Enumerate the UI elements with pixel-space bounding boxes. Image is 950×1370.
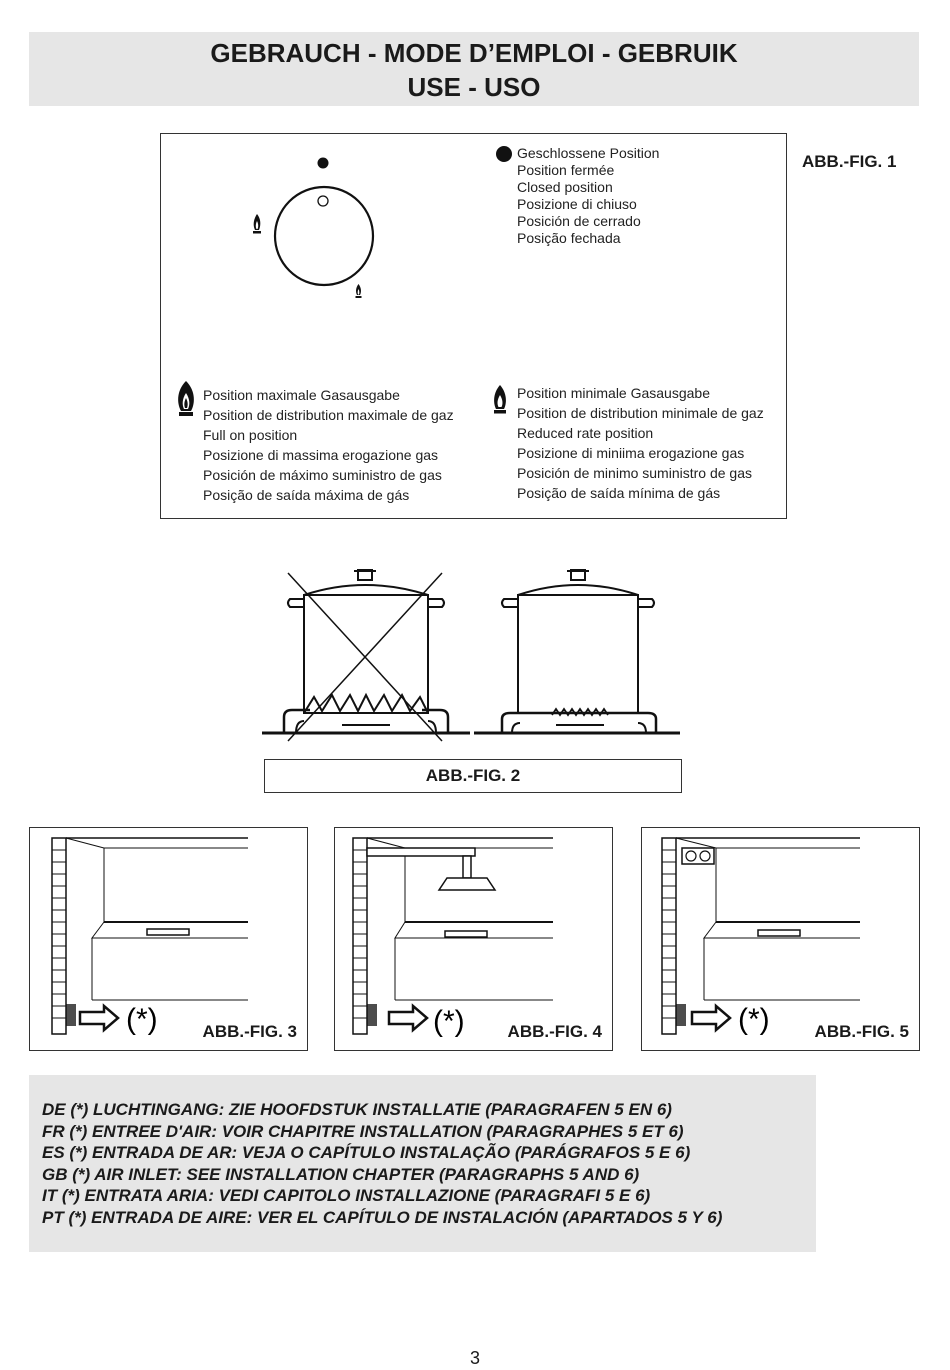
fig4-frame: [334, 827, 613, 1051]
closed-position-line: Posição fechada: [517, 230, 621, 246]
note-line: GB (*) AIR INLET: SEE INSTALLATION CHAPTER (PARAGRAPHS 5 AND 6): [42, 1164, 640, 1184]
min-flame-small-icon: [356, 284, 362, 298]
closed-position-line: Position fermée: [517, 162, 615, 178]
knob-indicator: [318, 196, 328, 206]
installation-room-hood-illustration: [335, 828, 614, 1052]
max-position-line: Posición de máximo suministro de gas: [203, 467, 442, 483]
fig3-label: ABB.-FIG. 3: [202, 1022, 297, 1041]
knob-diagram: [240, 150, 400, 310]
max-flame-small-icon: [253, 214, 261, 234]
pot-illustration-correct: [472, 565, 682, 745]
note-line: PT (*) ENTRADA DE AIRE: VER EL CAPÍTULO DE INSTALACIÓN (APARTADOS 5 Y 6): [42, 1207, 723, 1227]
air-inlet-notes: [29, 1075, 816, 1252]
installation-room-illustration: [30, 828, 309, 1052]
pot-illustration-incorrect: [262, 565, 472, 745]
fig5-label: ABB.-FIG. 5: [814, 1022, 909, 1041]
min-flame-icon: [491, 384, 509, 416]
closed-position-line: Posición de cerrado: [517, 213, 641, 229]
closed-position-dot-icon: [318, 158, 329, 169]
header-title-line2: USE - USO: [407, 72, 541, 102]
fig1-label: ABB.-FIG. 1: [802, 152, 897, 171]
min-position-line: Position de distribution minimale de gaz: [517, 405, 764, 421]
fig4-label: ABB.-FIG. 4: [507, 1022, 602, 1041]
min-position-line: Posição de saída mínima de gás: [517, 485, 721, 501]
min-position-line: Position minimale Gasausgabe: [517, 385, 710, 401]
note-line: FR (*) ENTREE D'AIR: VOIR CHAPITRE INSTALLATION (PARAGRAPHES 5 ET 6): [42, 1121, 684, 1141]
max-position-line: Posição de saída máxima de gás: [203, 487, 410, 503]
closed-position-dot-icon: [495, 145, 515, 165]
min-position-text: [517, 383, 764, 503]
max-position-line: Position de distribution maximale de gaz: [203, 407, 454, 423]
min-position-line: Reduced rate position: [517, 425, 654, 441]
page-number: 3: [469, 1348, 480, 1368]
max-position-line: Posizione di massima erogazione gas: [203, 447, 439, 463]
closed-position-line: Closed position: [517, 179, 613, 195]
wall-fan-icon: [682, 848, 714, 864]
air-inlet-mark: (*): [738, 1003, 770, 1036]
fig2-label: ABB.-FIG. 2: [264, 759, 682, 793]
max-position-text: [203, 385, 454, 505]
note-line: DE (*) LUCHTINGANG: ZIE HOOFDSTUK INSTALLATIE (PARAGRAFEN 5 EN 6): [42, 1100, 672, 1119]
note-line: ES (*) ENTRADA DE AR: VEJA O CAPÍTULO INSTALAÇÃO (PARÁGRAFOS 5 E 6): [42, 1143, 691, 1162]
min-position-line: Posición de minimo suministro de gas: [517, 465, 752, 481]
page-header: [29, 32, 919, 106]
min-position-line: Posizione di miniima erogazione gas: [517, 445, 745, 461]
air-inlet-mark: (*): [433, 1005, 465, 1038]
installation-room-fan-illustration: [642, 828, 921, 1052]
max-position-line: Full on position: [203, 427, 298, 443]
closed-position-line: Posizione di chiuso: [517, 196, 637, 212]
max-position-line: Position maximale Gasausgabe: [203, 387, 400, 403]
closed-position-line: Geschlossene Position: [517, 145, 660, 161]
fig3-frame: [29, 827, 308, 1051]
note-line: IT (*) ENTRATA ARIA: VEDI CAPITOLO INSTALLAZIONE (PARAGRAFI 5 E 6): [42, 1186, 651, 1205]
max-flame-icon: [174, 380, 198, 418]
closed-position-text: [517, 145, 659, 247]
air-inlet-mark: (*): [126, 1003, 158, 1036]
fig5-frame: [641, 827, 920, 1051]
header-title-line1: GEBRAUCH - MODE D’EMPLOI - GEBRUIK: [210, 38, 738, 68]
